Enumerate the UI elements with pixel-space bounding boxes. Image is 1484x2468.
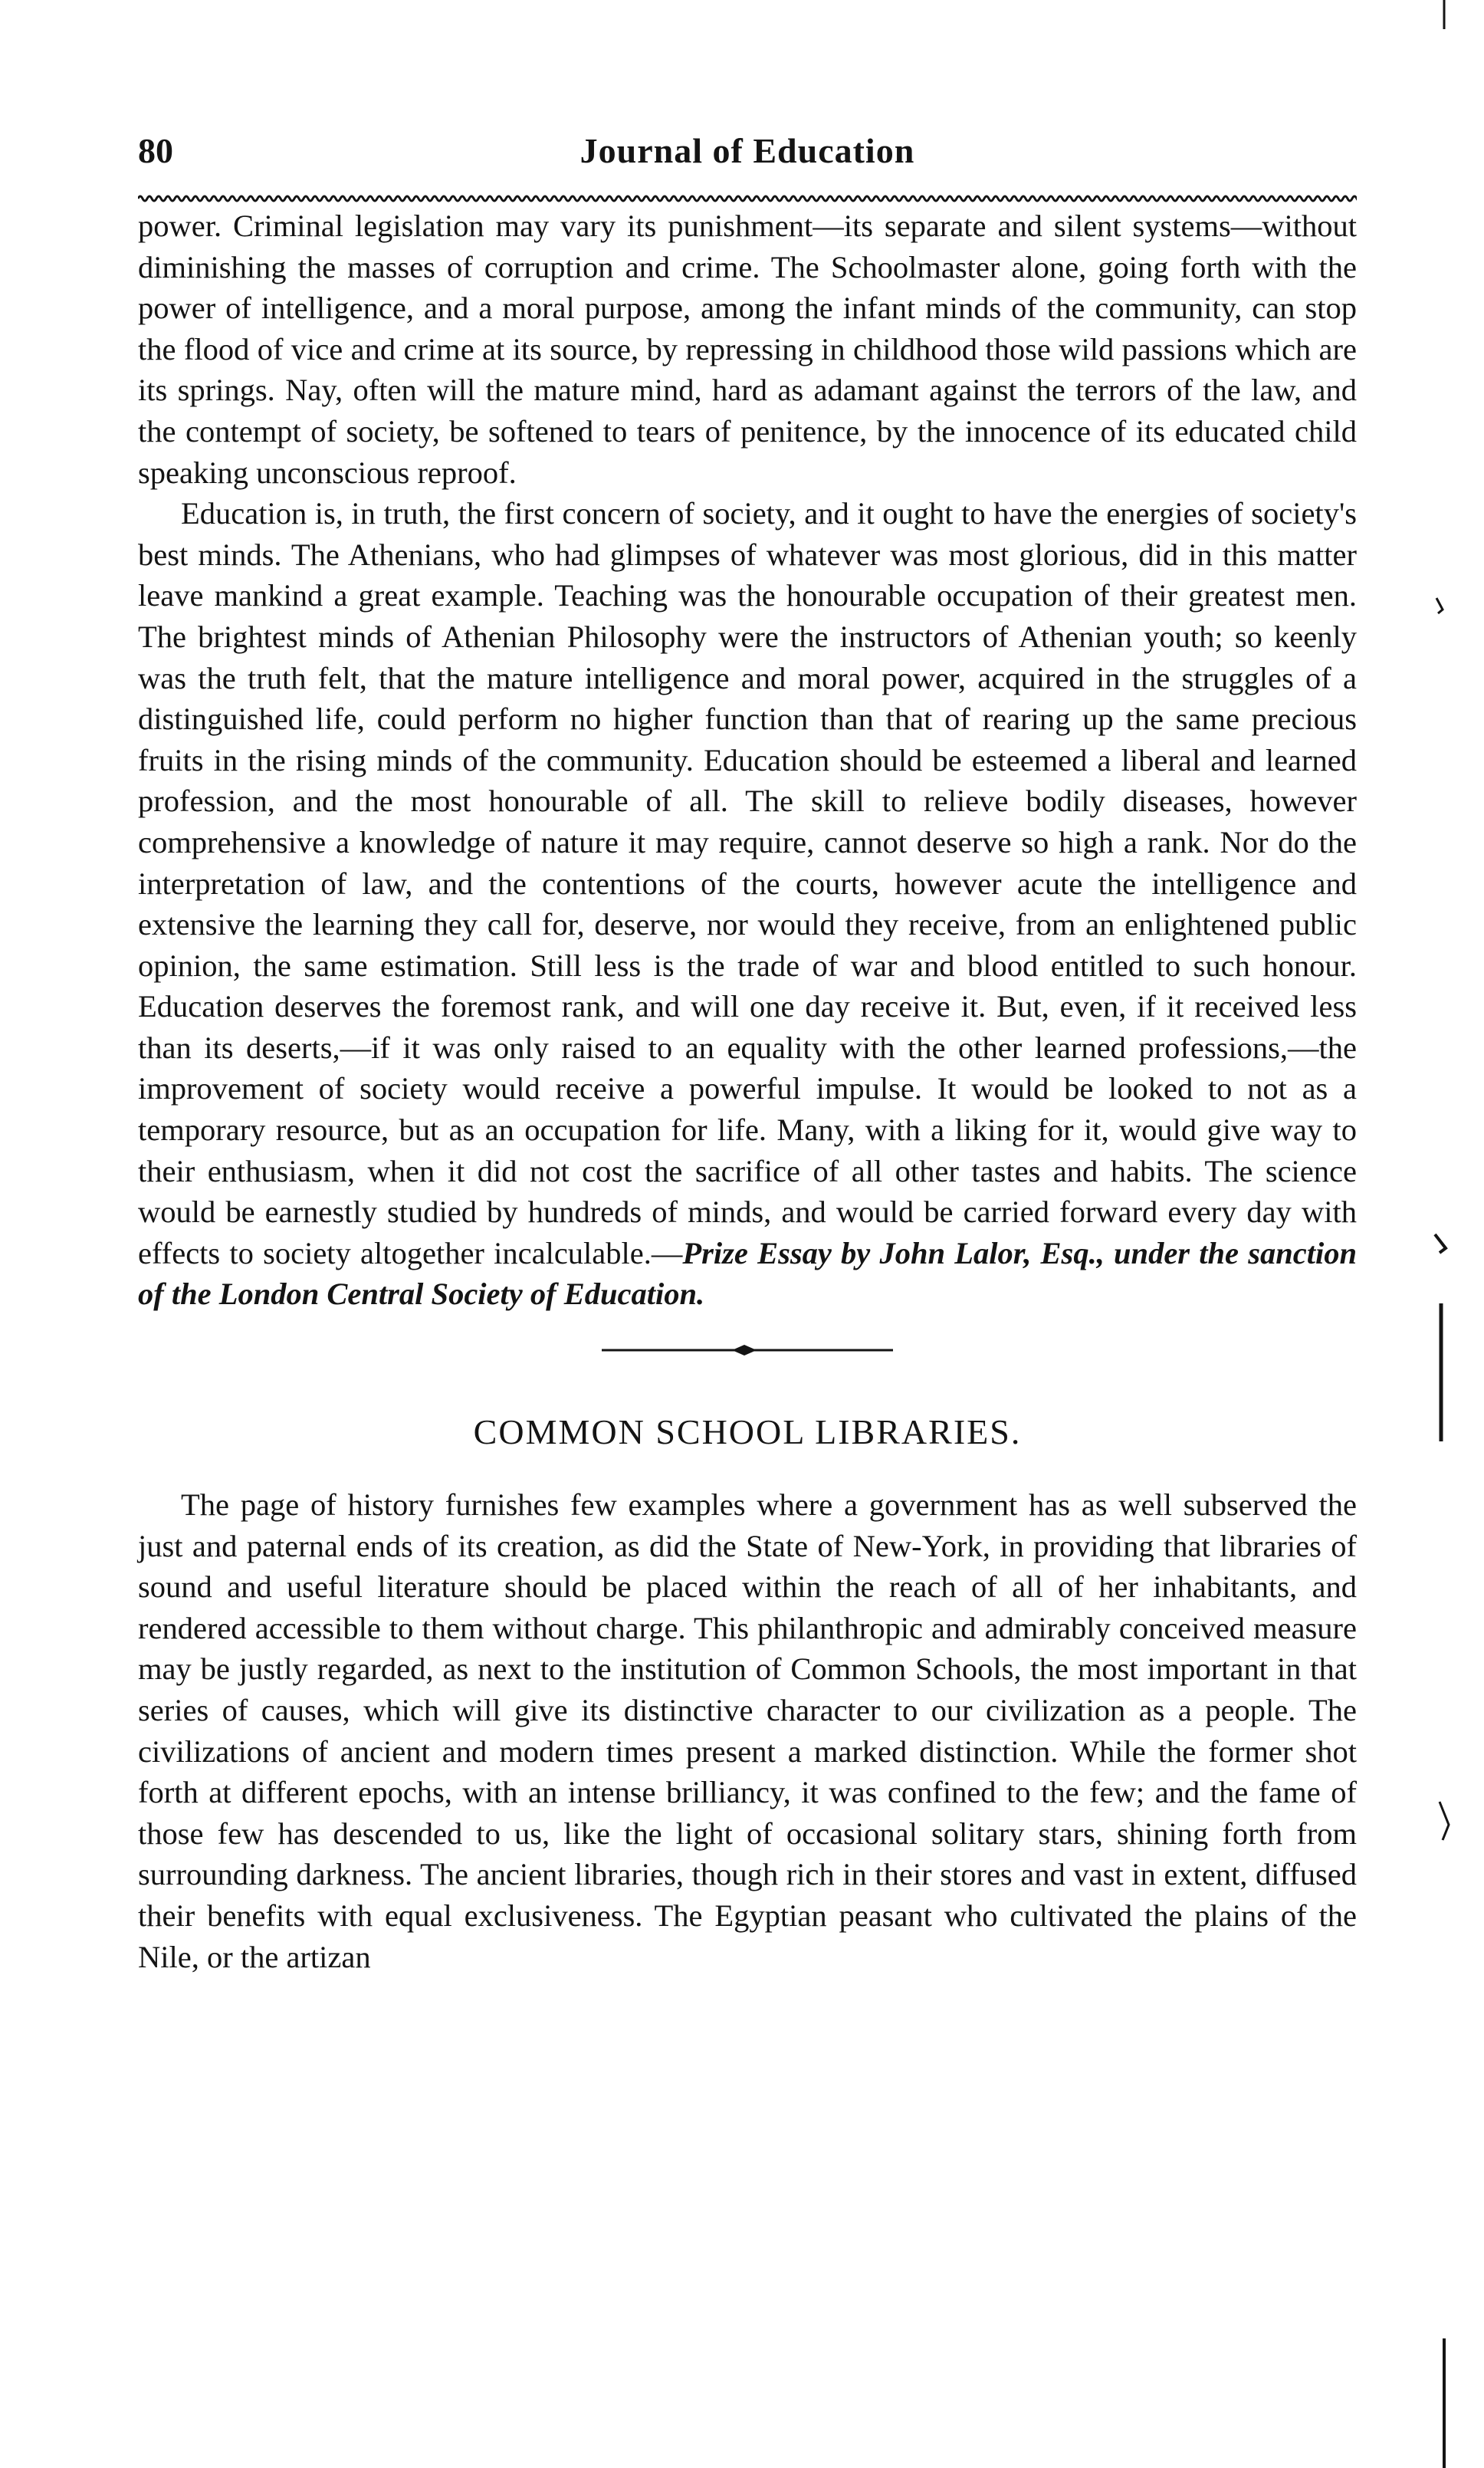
paragraph-page-of-history: The page of history furnishes few examples where a government has as well subserved the just and paternal ends of its creation, as did the State of New-York, in providing that libraries of sound and useful literature should be placed within the reach of all of her inhabitants, and rendered accessible to them without charge. This philanthropic and admirably conceived measure may be justly regarded, as next to the institution of Common Schools, the most important in that series of causes, which will give its distinctive character to our civilization as a people. The civilizations of ancient and modern times present a marked distinction. While the former shot forth at different epochs, with an intense brilliancy, it was confined to the few; and the fame of those few has descended to us, like the light of occasional solitary stars, shining forth from surrounding darkness. The ancient libraries, though rich in their stores and vast in extent, diffused their benefits with equal exclusiveness. The Egyptian peasant who cultivated the plains of the Nile, or the artizan	[138, 1487, 1357, 1974]
running-head	[138, 115, 1357, 186]
wavy-header-rule	[138, 192, 1357, 205]
article-prize-essay	[138, 205, 1357, 1315]
journal-title: Journal of Education	[579, 131, 915, 170]
page-number: 80	[138, 131, 173, 170]
paragraph-criminal-legislation: power. Criminal legislation may vary its punishment—its separate and silent systems—without diminishing the masses of corruption and crime. The Schoolmaster alone, going forth with the power of intelligence, and a moral purpose, among the infant minds of the community, can stop the flood of vice and crime at its source, by repressing in childhood those wild passions which are its springs. Nay, often will the mature mind, hard as adamant against the terrors of the law, and the contempt of society, be softened to tears of penitence, by the innocence of its educated child speaking unconscious reproof.	[138, 209, 1357, 490]
scan-margin-marks	[1403, 0, 1484, 2468]
paragraph-education-text: Education is, in truth, the first concern of society, and it ought to have the energies of society's best minds. The Athenians, who had glimpses of whatever was most glorious, did in this matter leave mankind a great example. Teaching was the honourable occupation of their greatest men. The brightest minds of Athenian Philosophy were the instructors of Athenian youth; so keenly was the truth felt, that the mature intelligence and moral power, acquired in the struggles of a distinguished life, could perform no higher function than that of rearing up the same precious fruits in the rising minds of the community. Education should be esteemed a liberal and learned profession, and the most honourable of all. The skill to relieve bodily diseases, however comprehensive a knowledge of nature it may require, cannot deserve so high a rank. Nor do the interpretation of law, and the contentions of the courts, however acute the intelligence and extensive the learning they call for, deserve, nor would they receive, from an enlightened public opinion, the same estimation. Still less is the trade of war and blood entitled to such honour. Education deserves the foremost rank, and will one day receive it. But, even, if it received less than its deserts,—if it was only raised to an equality with the other learned professions,—the improvement of society would receive a powerful impulse. It would be looked to not as a temporary resource, but as an occupation for life. Many, with a liking for it, would give way to their enthusiasm, when it did not cost the sacrifice of all other tastes and habits. The science would be earnestly studied by hundreds of minds, and would be carried forward every day with effects to society altogether incalculable.—	[138, 496, 1357, 1270]
journal-page	[138, 115, 1357, 1977]
article-common-school-libraries	[138, 1484, 1357, 1977]
section-heading-common-school-libraries: COMMON SCHOOL LIBRARIES.	[473, 1412, 1022, 1452]
essay-attribution: Prize Essay by John Lalor, Esq., under the sanction of the London Central Society of Education.	[138, 1235, 1357, 1312]
section-divider-ornament	[602, 1342, 893, 1358]
paragraph-education-concern	[138, 493, 1357, 1315]
